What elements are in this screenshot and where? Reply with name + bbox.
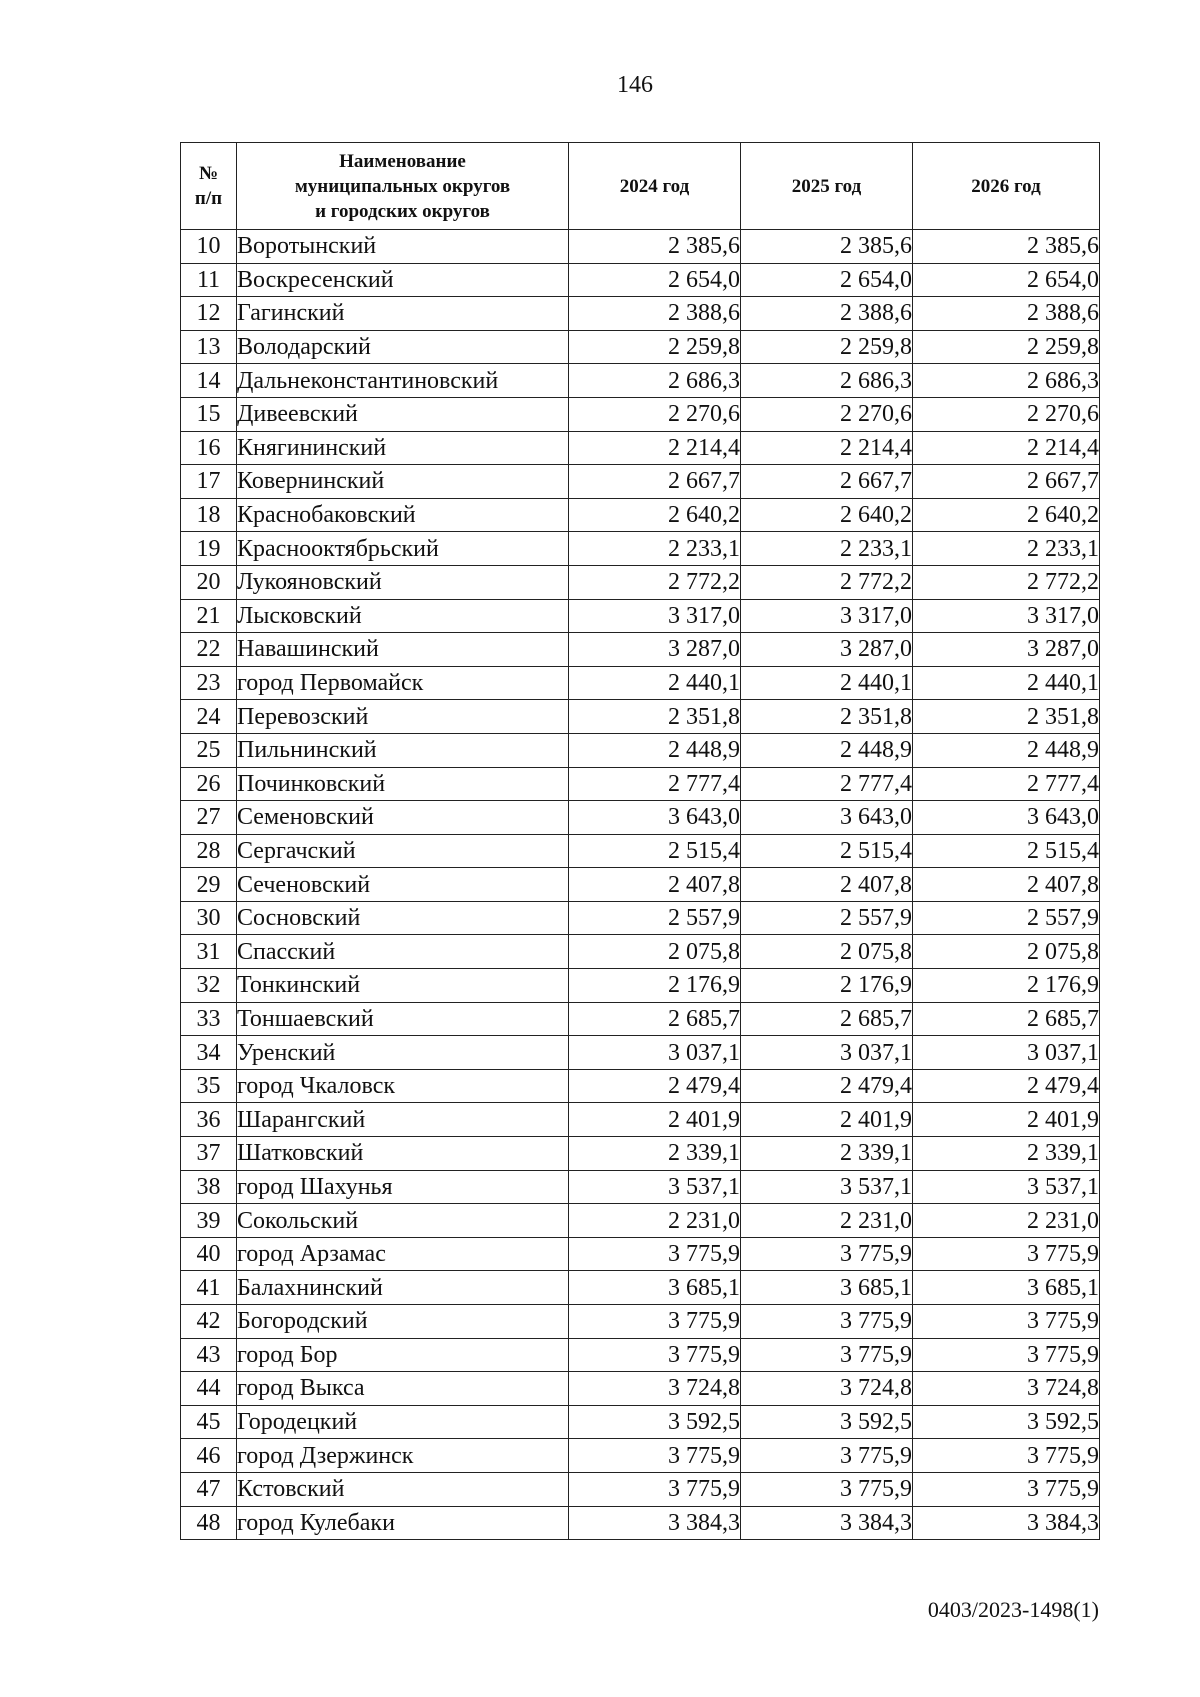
value-2025: 3 775,9 bbox=[741, 1305, 913, 1339]
value-2026: 2 270,6 bbox=[913, 397, 1100, 431]
municipality-name: город Кулебаки bbox=[237, 1506, 569, 1540]
table-row bbox=[181, 767, 1100, 801]
municipality-name: Лысковский bbox=[237, 599, 569, 633]
value-2025: 2 233,1 bbox=[741, 532, 913, 566]
municipality-name: Шарангский bbox=[237, 1103, 569, 1137]
value-2024: 3 775,9 bbox=[569, 1237, 741, 1271]
value-2024: 3 592,5 bbox=[569, 1405, 741, 1439]
value-2026: 3 685,1 bbox=[913, 1271, 1100, 1305]
row-number: 38 bbox=[181, 1170, 237, 1204]
value-2024: 2 407,8 bbox=[569, 868, 741, 902]
row-number: 42 bbox=[181, 1305, 237, 1339]
municipality-name: Семеновский bbox=[237, 801, 569, 835]
value-2025: 2 685,7 bbox=[741, 1002, 913, 1036]
municipality-name: Дальнеконстантиновский bbox=[237, 364, 569, 398]
value-2024: 2 233,1 bbox=[569, 532, 741, 566]
value-2025: 2 385,6 bbox=[741, 230, 913, 264]
row-number: 22 bbox=[181, 633, 237, 667]
row-number: 14 bbox=[181, 364, 237, 398]
municipality-name: город Выкса bbox=[237, 1372, 569, 1406]
row-number: 34 bbox=[181, 1036, 237, 1070]
row-number: 32 bbox=[181, 969, 237, 1003]
table-row bbox=[181, 1069, 1100, 1103]
row-number: 47 bbox=[181, 1472, 237, 1506]
row-number: 46 bbox=[181, 1439, 237, 1473]
table-row bbox=[181, 397, 1100, 431]
value-2026: 2 654,0 bbox=[913, 263, 1100, 297]
table-row bbox=[181, 700, 1100, 734]
municipality-name: Краснобаковский bbox=[237, 498, 569, 532]
value-2026: 3 384,3 bbox=[913, 1506, 1100, 1540]
row-number: 33 bbox=[181, 1002, 237, 1036]
row-number: 11 bbox=[181, 263, 237, 297]
value-2026: 3 775,9 bbox=[913, 1305, 1100, 1339]
row-number: 37 bbox=[181, 1137, 237, 1171]
table-row bbox=[181, 1137, 1100, 1171]
value-2026: 2 640,2 bbox=[913, 498, 1100, 532]
value-2026: 2 515,4 bbox=[913, 834, 1100, 868]
value-2026: 2 075,8 bbox=[913, 935, 1100, 969]
row-number: 29 bbox=[181, 868, 237, 902]
table-row bbox=[181, 1372, 1100, 1406]
value-2025: 2 772,2 bbox=[741, 565, 913, 599]
value-2024: 3 724,8 bbox=[569, 1372, 741, 1406]
table-row bbox=[181, 1002, 1100, 1036]
value-2025: 3 287,0 bbox=[741, 633, 913, 667]
row-number: 30 bbox=[181, 901, 237, 935]
municipality-name: Воротынский bbox=[237, 230, 569, 264]
row-number: 39 bbox=[181, 1204, 237, 1238]
value-2024: 2 515,4 bbox=[569, 834, 741, 868]
table-row bbox=[181, 969, 1100, 1003]
row-number: 12 bbox=[181, 297, 237, 331]
municipality-name: Сергачский bbox=[237, 834, 569, 868]
municipality-name: город Дзержинск bbox=[237, 1439, 569, 1473]
table-row bbox=[181, 1472, 1100, 1506]
value-2026: 2 214,4 bbox=[913, 431, 1100, 465]
header-num: № п/п bbox=[181, 143, 237, 230]
value-2024: 3 775,9 bbox=[569, 1439, 741, 1473]
value-2025: 2 351,8 bbox=[741, 700, 913, 734]
row-number: 18 bbox=[181, 498, 237, 532]
table-row bbox=[181, 1506, 1100, 1540]
table-row bbox=[181, 1103, 1100, 1137]
value-2025: 2 231,0 bbox=[741, 1204, 913, 1238]
value-2025: 3 775,9 bbox=[741, 1237, 913, 1271]
header-2025: 2025 год bbox=[741, 143, 913, 230]
value-2025: 2 667,7 bbox=[741, 465, 913, 499]
row-number: 24 bbox=[181, 700, 237, 734]
municipality-name: Сеченовский bbox=[237, 868, 569, 902]
table-row bbox=[181, 901, 1100, 935]
value-2024: 3 537,1 bbox=[569, 1170, 741, 1204]
value-2025: 3 685,1 bbox=[741, 1271, 913, 1305]
table-row bbox=[181, 599, 1100, 633]
municipality-name: Тоншаевский bbox=[237, 1002, 569, 1036]
value-2026: 2 777,4 bbox=[913, 767, 1100, 801]
table-row bbox=[181, 297, 1100, 331]
table-row bbox=[181, 633, 1100, 667]
value-2025: 2 270,6 bbox=[741, 397, 913, 431]
value-2026: 2 448,9 bbox=[913, 733, 1100, 767]
value-2026: 3 592,5 bbox=[913, 1405, 1100, 1439]
municipality-name: Сокольский bbox=[237, 1204, 569, 1238]
value-2026: 2 388,6 bbox=[913, 297, 1100, 331]
value-2026: 2 667,7 bbox=[913, 465, 1100, 499]
municipality-name: Перевозский bbox=[237, 700, 569, 734]
row-number: 28 bbox=[181, 834, 237, 868]
table-row bbox=[181, 532, 1100, 566]
value-2025: 2 440,1 bbox=[741, 666, 913, 700]
municipality-name: город Бор bbox=[237, 1338, 569, 1372]
value-2026: 2 233,1 bbox=[913, 532, 1100, 566]
value-2025: 2 339,1 bbox=[741, 1137, 913, 1171]
row-number: 48 bbox=[181, 1506, 237, 1540]
table-row bbox=[181, 431, 1100, 465]
value-2025: 3 724,8 bbox=[741, 1372, 913, 1406]
table-row bbox=[181, 1170, 1100, 1204]
document-code: 0403/2023-1498(1) bbox=[927, 1597, 1099, 1622]
value-2026: 2 339,1 bbox=[913, 1137, 1100, 1171]
municipality-name: город Арзамас bbox=[237, 1237, 569, 1271]
value-2024: 3 685,1 bbox=[569, 1271, 741, 1305]
table-header-row bbox=[181, 143, 1100, 230]
value-2024: 2 214,4 bbox=[569, 431, 741, 465]
value-2024: 3 775,9 bbox=[569, 1305, 741, 1339]
value-2026: 2 259,8 bbox=[913, 330, 1100, 364]
value-2026: 2 685,7 bbox=[913, 1002, 1100, 1036]
value-2026: 3 775,9 bbox=[913, 1472, 1100, 1506]
row-number: 31 bbox=[181, 935, 237, 969]
row-number: 35 bbox=[181, 1069, 237, 1103]
municipality-name: Кстовский bbox=[237, 1472, 569, 1506]
value-2025: 3 775,9 bbox=[741, 1338, 913, 1372]
table-row bbox=[181, 1305, 1100, 1339]
value-2024: 2 388,6 bbox=[569, 297, 741, 331]
value-2025: 2 401,9 bbox=[741, 1103, 913, 1137]
value-2026: 3 775,9 bbox=[913, 1338, 1100, 1372]
table-row bbox=[181, 1439, 1100, 1473]
table-row bbox=[181, 1237, 1100, 1271]
value-2025: 3 775,9 bbox=[741, 1472, 913, 1506]
table-row bbox=[181, 834, 1100, 868]
municipality-name: Пильнинский bbox=[237, 733, 569, 767]
table-row bbox=[181, 230, 1100, 264]
table-row bbox=[181, 733, 1100, 767]
row-number: 40 bbox=[181, 1237, 237, 1271]
table-row bbox=[181, 498, 1100, 532]
row-number: 21 bbox=[181, 599, 237, 633]
value-2024: 3 775,9 bbox=[569, 1472, 741, 1506]
value-2025: 2 479,4 bbox=[741, 1069, 913, 1103]
value-2024: 2 401,9 bbox=[569, 1103, 741, 1137]
table-body bbox=[181, 230, 1100, 1540]
value-2024: 2 777,4 bbox=[569, 767, 741, 801]
value-2026: 3 724,8 bbox=[913, 1372, 1100, 1406]
municipality-name: Спасский bbox=[237, 935, 569, 969]
value-2024: 3 384,3 bbox=[569, 1506, 741, 1540]
municipality-name: Воскресенский bbox=[237, 263, 569, 297]
municipality-name: Городецкий bbox=[237, 1405, 569, 1439]
municipality-name: Починковский bbox=[237, 767, 569, 801]
table-row bbox=[181, 1338, 1100, 1372]
value-2026: 3 287,0 bbox=[913, 633, 1100, 667]
value-2026: 3 537,1 bbox=[913, 1170, 1100, 1204]
value-2025: 3 317,0 bbox=[741, 599, 913, 633]
municipality-name: Сосновский bbox=[237, 901, 569, 935]
value-2024: 2 385,6 bbox=[569, 230, 741, 264]
table-row bbox=[181, 666, 1100, 700]
table-row bbox=[181, 364, 1100, 398]
value-2026: 3 775,9 bbox=[913, 1237, 1100, 1271]
municipality-name: Ковернинский bbox=[237, 465, 569, 499]
value-2025: 2 176,9 bbox=[741, 969, 913, 1003]
value-2025: 3 537,1 bbox=[741, 1170, 913, 1204]
municipality-name: Гагинский bbox=[237, 297, 569, 331]
row-number: 23 bbox=[181, 666, 237, 700]
value-2024: 2 772,2 bbox=[569, 565, 741, 599]
value-2025: 2 448,9 bbox=[741, 733, 913, 767]
municipality-name: Дивеевский bbox=[237, 397, 569, 431]
header-name: Наименование муниципальных округов и городских округов bbox=[237, 143, 569, 230]
value-2024: 2 176,9 bbox=[569, 969, 741, 1003]
value-2024: 2 686,3 bbox=[569, 364, 741, 398]
table-row bbox=[181, 935, 1100, 969]
value-2025: 2 654,0 bbox=[741, 263, 913, 297]
value-2025: 3 037,1 bbox=[741, 1036, 913, 1070]
table-row bbox=[181, 465, 1100, 499]
value-2026: 3 775,9 bbox=[913, 1439, 1100, 1473]
value-2025: 2 214,4 bbox=[741, 431, 913, 465]
municipality-name: город Первомайск bbox=[237, 666, 569, 700]
municipality-name: Володарский bbox=[237, 330, 569, 364]
value-2024: 2 557,9 bbox=[569, 901, 741, 935]
value-2024: 3 317,0 bbox=[569, 599, 741, 633]
row-number: 45 bbox=[181, 1405, 237, 1439]
value-2024: 2 685,7 bbox=[569, 1002, 741, 1036]
municipality-name: Шатковский bbox=[237, 1137, 569, 1171]
value-2026: 3 037,1 bbox=[913, 1036, 1100, 1070]
municipality-name: Краснооктябрьский bbox=[237, 532, 569, 566]
value-2024: 3 775,9 bbox=[569, 1338, 741, 1372]
row-number: 17 bbox=[181, 465, 237, 499]
municipality-name: город Шахунья bbox=[237, 1170, 569, 1204]
row-number: 44 bbox=[181, 1372, 237, 1406]
row-number: 10 bbox=[181, 230, 237, 264]
row-number: 36 bbox=[181, 1103, 237, 1137]
value-2026: 2 440,1 bbox=[913, 666, 1100, 700]
value-2026: 2 772,2 bbox=[913, 565, 1100, 599]
value-2026: 2 401,9 bbox=[913, 1103, 1100, 1137]
value-2024: 2 654,0 bbox=[569, 263, 741, 297]
value-2026: 2 385,6 bbox=[913, 230, 1100, 264]
value-2024: 2 440,1 bbox=[569, 666, 741, 700]
value-2025: 3 384,3 bbox=[741, 1506, 913, 1540]
row-number: 16 bbox=[181, 431, 237, 465]
value-2025: 3 775,9 bbox=[741, 1439, 913, 1473]
table-row bbox=[181, 801, 1100, 835]
table-row bbox=[181, 1271, 1100, 1305]
header-2026: 2026 год bbox=[913, 143, 1100, 230]
row-number: 41 bbox=[181, 1271, 237, 1305]
value-2026: 2 557,9 bbox=[913, 901, 1100, 935]
row-number: 20 bbox=[181, 565, 237, 599]
table-row bbox=[181, 330, 1100, 364]
value-2024: 2 231,0 bbox=[569, 1204, 741, 1238]
municipality-name: Богородский bbox=[237, 1305, 569, 1339]
value-2024: 2 259,8 bbox=[569, 330, 741, 364]
value-2026: 3 643,0 bbox=[913, 801, 1100, 835]
value-2026: 2 479,4 bbox=[913, 1069, 1100, 1103]
value-2024: 2 448,9 bbox=[569, 733, 741, 767]
value-2025: 2 777,4 bbox=[741, 767, 913, 801]
value-2024: 3 643,0 bbox=[569, 801, 741, 835]
row-number: 25 bbox=[181, 733, 237, 767]
table-row bbox=[181, 1405, 1100, 1439]
page-number: 146 bbox=[617, 72, 653, 98]
value-2024: 2 479,4 bbox=[569, 1069, 741, 1103]
value-2024: 2 339,1 bbox=[569, 1137, 741, 1171]
value-2025: 3 643,0 bbox=[741, 801, 913, 835]
value-2026: 2 686,3 bbox=[913, 364, 1100, 398]
value-2025: 2 407,8 bbox=[741, 868, 913, 902]
value-2025: 2 259,8 bbox=[741, 330, 913, 364]
municipality-name: Балахнинский bbox=[237, 1271, 569, 1305]
municipality-name: Навашинский bbox=[237, 633, 569, 667]
municipality-name: Княгининский bbox=[237, 431, 569, 465]
value-2026: 2 351,8 bbox=[913, 700, 1100, 734]
municipality-name: Уренский bbox=[237, 1036, 569, 1070]
row-number: 26 bbox=[181, 767, 237, 801]
value-2024: 3 287,0 bbox=[569, 633, 741, 667]
value-2024: 2 351,8 bbox=[569, 700, 741, 734]
table-row bbox=[181, 263, 1100, 297]
value-2026: 2 176,9 bbox=[913, 969, 1100, 1003]
value-2026: 2 407,8 bbox=[913, 868, 1100, 902]
row-number: 43 bbox=[181, 1338, 237, 1372]
value-2025: 2 075,8 bbox=[741, 935, 913, 969]
row-number: 19 bbox=[181, 532, 237, 566]
value-2026: 2 231,0 bbox=[913, 1204, 1100, 1238]
row-number: 27 bbox=[181, 801, 237, 835]
municipality-name: Тонкинский bbox=[237, 969, 569, 1003]
value-2025: 3 592,5 bbox=[741, 1405, 913, 1439]
table-row bbox=[181, 1036, 1100, 1070]
municipality-name: город Чкаловск bbox=[237, 1069, 569, 1103]
header-2024: 2024 год bbox=[569, 143, 741, 230]
municipality-name: Лукояновский bbox=[237, 565, 569, 599]
value-2025: 2 388,6 bbox=[741, 297, 913, 331]
value-2024: 2 667,7 bbox=[569, 465, 741, 499]
value-2025: 2 640,2 bbox=[741, 498, 913, 532]
value-2025: 2 686,3 bbox=[741, 364, 913, 398]
value-2026: 3 317,0 bbox=[913, 599, 1100, 633]
value-2025: 2 557,9 bbox=[741, 901, 913, 935]
row-number: 15 bbox=[181, 397, 237, 431]
row-number: 13 bbox=[181, 330, 237, 364]
table-row bbox=[181, 1204, 1100, 1238]
budget-table bbox=[180, 142, 1100, 1540]
value-2024: 2 640,2 bbox=[569, 498, 741, 532]
table-row bbox=[181, 868, 1100, 902]
value-2024: 2 075,8 bbox=[569, 935, 741, 969]
value-2024: 3 037,1 bbox=[569, 1036, 741, 1070]
table-row bbox=[181, 565, 1100, 599]
value-2025: 2 515,4 bbox=[741, 834, 913, 868]
value-2024: 2 270,6 bbox=[569, 397, 741, 431]
